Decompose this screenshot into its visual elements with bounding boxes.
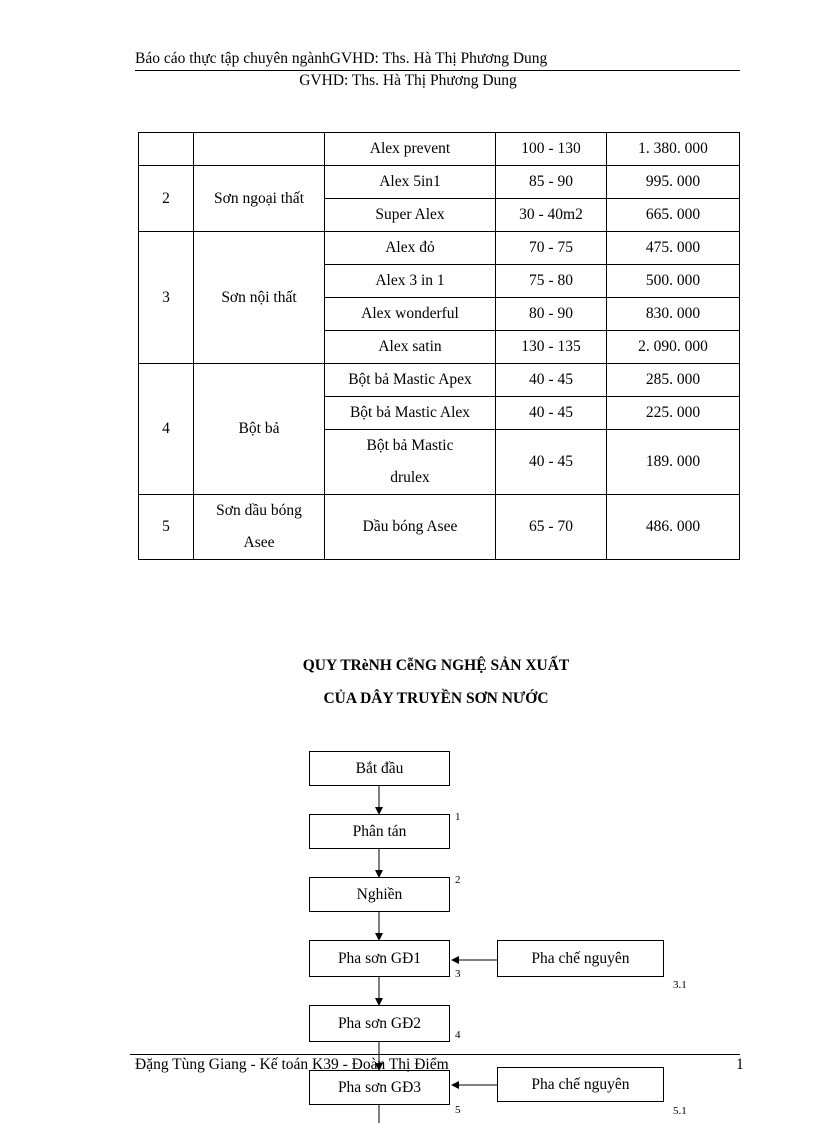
flow-step-number: 4 (455, 1029, 461, 1041)
footer-text: Đặng Tùng Giang - Kế toán K39 - Đoàn Thị Điểm (135, 1056, 449, 1073)
table-cell-category: Sơn nội thất (194, 232, 325, 364)
table-cell-coverage: 130 - 135 (496, 331, 607, 364)
table-cell-product: Alex wonderful (325, 298, 496, 331)
table-cell-product: Bột bả Mastic Apex (325, 364, 496, 397)
flow-side-box-raw-mix: Pha chế nguyên (497, 1067, 664, 1102)
table-cell-product: Alex satin (325, 331, 496, 364)
table-cell-price: 665. 000 (607, 199, 740, 232)
table-cell-price: 285. 000 (607, 364, 740, 397)
flow-side-box-raw-mix: Pha chế nguyên (497, 940, 664, 977)
table-cell-product: Alex 5in1 (325, 166, 496, 199)
table-cell-coverage: 30 - 40m2 (496, 199, 607, 232)
flow-step-number: 2 (455, 874, 461, 886)
table-cell-coverage: 100 - 130 (496, 133, 607, 166)
table-cell-product: Alex prevent (325, 133, 496, 166)
flow-step-mix-stage2: Pha sơn GĐ2 (309, 1005, 450, 1042)
table-cell-price: 830. 000 (607, 298, 740, 331)
flow-side-number: 3.1 (673, 979, 687, 991)
table-cell-no: 2 (139, 166, 194, 232)
table-cell-coverage: 40 - 45 (496, 364, 607, 397)
table-cell-no: 5 (139, 495, 194, 560)
table-cell-price: 475. 000 (607, 232, 740, 265)
table-cell-category: Bột bả (194, 364, 325, 495)
flow-step-number: 5 (455, 1104, 461, 1116)
table-cell-coverage: 40 - 45 (496, 430, 607, 495)
flow-step-start: Bắt đầu (309, 751, 450, 786)
flow-step-dispersion: Phân tán (309, 814, 450, 849)
table-cell-coverage: 75 - 80 (496, 265, 607, 298)
table-cell-price: 225. 000 (607, 397, 740, 430)
header-line1: Báo cáo thực tập chuyên ngànhGVHD: Ths. Hà Thị Phương Dung (135, 50, 548, 67)
table-cell-coverage: 40 - 45 (496, 397, 607, 430)
header-line2: GVHD: Ths. Hà Thị Phương Dung (299, 72, 517, 89)
table-cell-price: 2. 090. 000 (607, 331, 740, 364)
flow-step-mix-stage1: Pha sơn GĐ1 (309, 940, 450, 977)
table-cell-product: Dầu bóng Asee (325, 495, 496, 560)
table-cell-product: Bột bả Mastic Alex (325, 397, 496, 430)
table-cell-category: Sơn ngoại thất (194, 166, 325, 232)
section-title-line2: CỦA DÂY TRUYỀN SƠN NƯỚC (323, 690, 549, 707)
page-number: 1 (736, 1056, 744, 1073)
table-cell-price: 189. 000 (607, 430, 740, 495)
table-cell-coverage: 85 - 90 (496, 166, 607, 199)
table-cell-coverage: 70 - 75 (496, 232, 607, 265)
table-cell-coverage: 80 - 90 (496, 298, 607, 331)
table-cell-product-line2: drulex (390, 469, 430, 486)
table-cell-product-line1: Bột bả Mastic (366, 437, 454, 454)
table-cell-product: Alex 3 in 1 (325, 265, 496, 298)
table-cell-category-line2: Asee (243, 534, 275, 551)
flow-step-mix-stage3: Pha sơn GĐ3 (309, 1070, 450, 1105)
table-cell-price: 995. 000 (607, 166, 740, 199)
table-cell-product: Super Alex (325, 199, 496, 232)
table-cell-price: 486. 000 (607, 495, 740, 560)
table-cell-coverage: 65 - 70 (496, 495, 607, 560)
table-cell-product: Alex đỏ (325, 232, 496, 265)
table-cell-price: 1. 380. 000 (607, 133, 740, 166)
section-title-line1: QUY TRèNH CễNG NGHỆ SẢN XUẤT (302, 657, 570, 674)
footer-divider (130, 1054, 740, 1055)
table-cell-category-line1: Sơn dầu bóng (216, 502, 302, 519)
flow-step-grinding: Nghiền (309, 877, 450, 912)
table-cell-no: 3 (139, 232, 194, 364)
flow-step-number: 1 (455, 811, 461, 823)
table-cell-no: 4 (139, 364, 194, 495)
flow-step-number: 3 (455, 968, 461, 980)
table-cell-price: 500. 000 (607, 265, 740, 298)
flow-side-number: 5.1 (673, 1105, 687, 1117)
